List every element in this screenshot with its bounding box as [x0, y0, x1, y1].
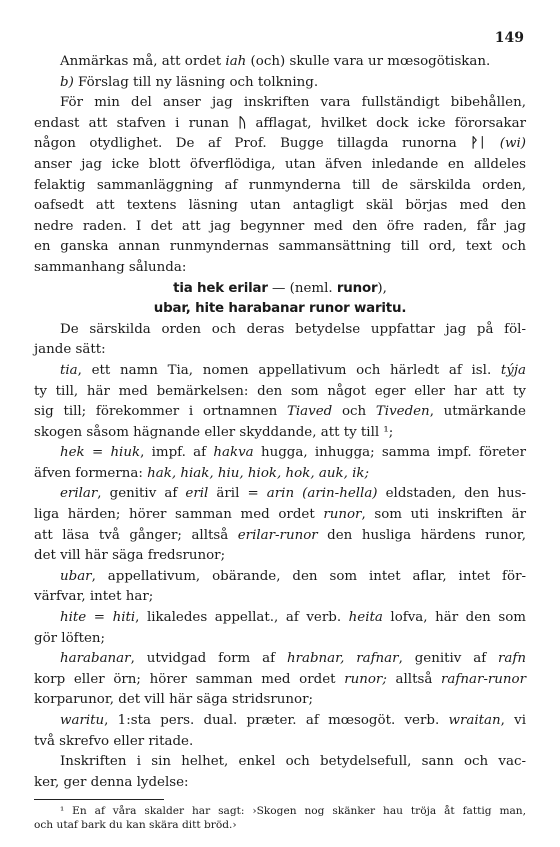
text-line: korparunor, det vill här säga stridsrunor; [34, 692, 314, 708]
text-line: För min del anser jag inskriften vara fullständigt bibehållen, [60, 95, 526, 111]
text-line: gör löften; [34, 630, 106, 646]
footnote-line: och utaf bark du kan skära ditt bröd.› [34, 819, 237, 832]
text-line: oafsedt att textens läsning utan antagligt skäl börjas med den [34, 198, 526, 214]
text-line: ker, ger denna lydelse: [34, 774, 189, 790]
body-text [34, 52, 526, 793]
footnote-rule [34, 799, 164, 800]
text-line: De särskilda orden och deras betydelse uppfattar jag på föl- [60, 321, 526, 337]
page-number: 149 [494, 30, 524, 46]
text-line: ubar, hite harabanar runor waritu. [153, 301, 407, 317]
text-line: endast att stafven i runan ᚢ afflagat, hvilket dock icke förorsakar [34, 115, 526, 131]
text-line: anser jag icke blott öfverflödiga, utan äfven inledande en alldeles [34, 156, 526, 172]
text-line: det vill här säga fredsrunor; [34, 548, 226, 564]
footnote [34, 804, 526, 832]
footnote-line: ¹ En af våra skalder har sagt: ›Skogen nog skänker hau tröja åt fattig man, [60, 805, 526, 818]
text-line: Inskriften i sin helhet, enkel och betydelsefull, sann och vac- [60, 754, 526, 770]
text-line: b) Förslag till ny läsning och tolkning. [60, 74, 319, 90]
text-line: harabanar, utvidgad form af hrabnar, rafnar, genitiv af rafn [60, 651, 526, 667]
text-line: Anmärkas må, att ordet iah (och) skulle vara ur mœsogötiskan. [60, 54, 491, 69]
text-line: ubar, appellativum, obärande, den som intet aflar, intet för- [60, 568, 526, 584]
text-line: sammanhang sålunda: [34, 259, 187, 275]
document-page [34, 30, 526, 832]
text-line: tia, ett namn Tia, nomen appellativum och härledt af isl. týja [60, 362, 526, 378]
text-line: korp eller örn; hörer samman med ordet runor; alltså rafnar-runor [34, 671, 526, 687]
text-line: ty till, här med bemärkelsen: den som något eger eller har att ty [34, 383, 526, 399]
text-line: någon otydlighet. De af Prof. Bugge tillagda runorna ᚹᛁ (wi) [34, 136, 526, 152]
text-line: två skrefvo eller ritade. [34, 733, 194, 749]
text-line: jande sätt: [34, 342, 106, 358]
text-line: skogen såsom hägnande eller skyddande, att ty till ¹; [34, 424, 394, 440]
text-line: waritu, 1:sta pers. dual. præter. af mœsogöt. verb. wraitan, vi [60, 713, 526, 728]
text-line: att läsa två gånger; alltså erilar-runor den husliga härdens runor, [34, 527, 526, 543]
text-line: felaktig sammanläggning af runmynderna till de särskilda orden, [34, 177, 526, 193]
text-line: en ganska annan runmyndernas sammansättning till ord, text och [34, 239, 526, 255]
text-line: liga härden; hörer samman med ordet runor, som uti inskriften är [34, 507, 526, 523]
text-line: erilar, genitiv af eril äril = arin (arin-hella) eldstaden, den hus- [60, 486, 526, 502]
text-line: sig till; förekommer i ortnamnen Tiaved och Tiveden, utmärkande [34, 404, 526, 420]
text-line: tia hek erilar — (neml. runor), [173, 280, 387, 296]
text-line: nedre raden. I det att jag begynner med den öfre raden, får jag [34, 218, 526, 234]
text-line: värfvar, intet har; [34, 589, 154, 605]
text-line: hite = hiti, likaledes appellat., af verb. heita lofva, här den som [60, 610, 526, 626]
text-line: äfven formerna: hak, hiak, hiu, hiok, hok, auk, ik; [34, 465, 369, 481]
text-line: hek = hiuk, impf. af hakva hugga, inhugga; samma impf. företer [60, 445, 527, 461]
